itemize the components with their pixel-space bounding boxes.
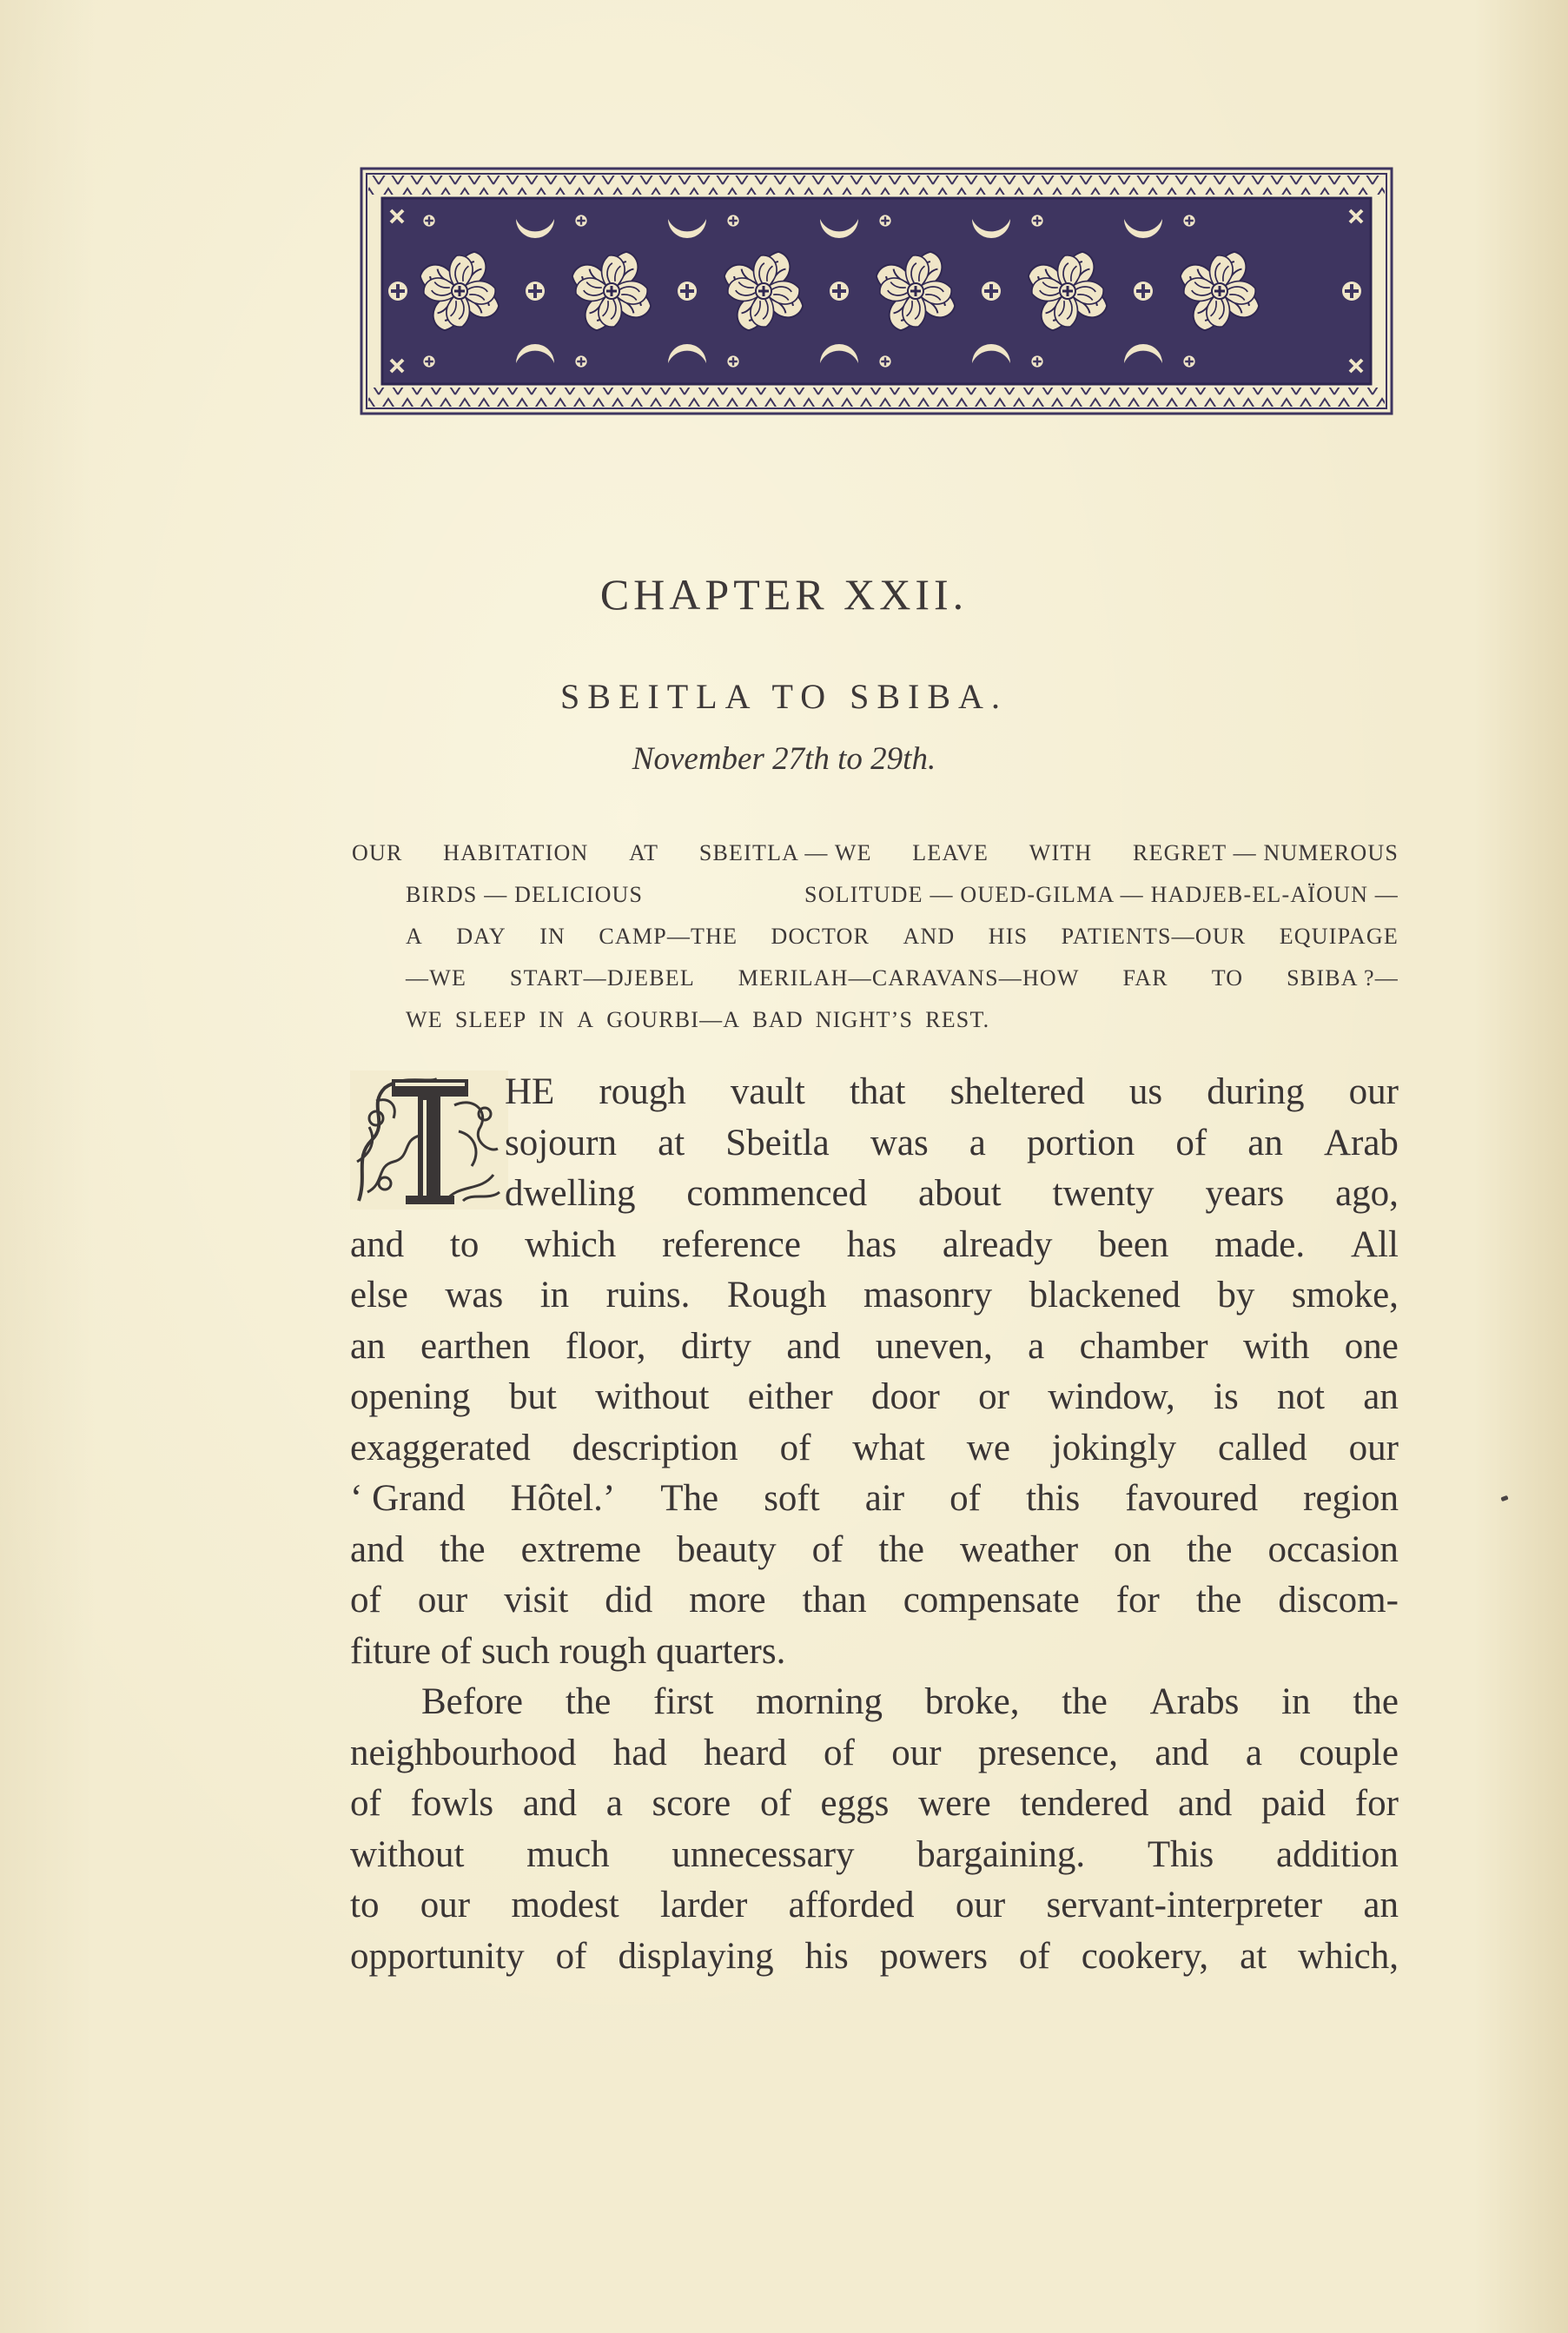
text-word: broke, <box>924 1681 1020 1722</box>
synopsis-word: HABITATION <box>443 840 589 865</box>
text-word: made. <box>1214 1223 1306 1265</box>
text-word: the <box>440 1528 486 1570</box>
text-word: beauty <box>677 1528 777 1570</box>
text-word: tendered <box>1020 1783 1149 1824</box>
text-word: reference <box>662 1223 801 1265</box>
text-line <box>350 1220 1399 1271</box>
synopsis-word: IN <box>539 1007 566 1032</box>
text-word: All <box>1350 1223 1399 1265</box>
text-word: This <box>1147 1833 1214 1875</box>
text-line <box>350 1627 1399 1678</box>
text-word: at <box>1240 1935 1267 1977</box>
text-word: bargaining. <box>916 1833 1086 1875</box>
text-word: were <box>918 1783 991 1824</box>
text-word: an <box>350 1325 386 1367</box>
text-word: Arab <box>1323 1122 1399 1163</box>
text-word: weather <box>959 1528 1079 1570</box>
text-word: a <box>1245 1732 1262 1773</box>
text-word: the <box>1062 1681 1108 1722</box>
synopsis-word: LEAVE <box>912 840 989 865</box>
text-word: occasion <box>1267 1528 1399 1570</box>
synopsis-word: —WE <box>406 965 467 991</box>
text-word: either <box>747 1376 833 1417</box>
text-word: this <box>1026 1478 1081 1519</box>
text-word: our <box>1348 1071 1399 1112</box>
synopsis-word: SBEITLA — WE <box>698 840 872 865</box>
text-line <box>350 1728 1399 1780</box>
text-word: discom- <box>1278 1580 1399 1621</box>
text-word: ago, <box>1335 1173 1399 1214</box>
synopsis-word: IN <box>539 924 566 949</box>
text-word: and <box>522 1783 577 1824</box>
synopsis-word: DOCTOR <box>771 924 870 949</box>
text-word: an <box>1363 1376 1399 1417</box>
text-word: our <box>1348 1427 1399 1468</box>
text-word: visit <box>504 1580 569 1621</box>
text-word: vault <box>730 1071 805 1112</box>
synopsis-line <box>352 832 1399 874</box>
text-word: and <box>350 1528 405 1570</box>
synopsis-word: AT <box>629 840 659 865</box>
text-word: we <box>966 1427 1010 1468</box>
text-line <box>350 1677 1399 1728</box>
text-word: and <box>350 1223 405 1265</box>
text-word: what <box>852 1427 925 1468</box>
synopsis-word: SBIBA ?— <box>1287 965 1399 991</box>
synopsis-word: REGRET — NUMEROUS <box>1133 840 1399 865</box>
synopsis-word: CAMP—THE <box>599 924 738 949</box>
text-word: of <box>350 1783 381 1824</box>
text-word: our <box>891 1732 942 1773</box>
text-word: an <box>1363 1885 1399 1925</box>
text-word: powers <box>879 1935 988 1977</box>
text-word: smoke, <box>1291 1275 1399 1316</box>
text-line <box>350 1880 1399 1932</box>
text-word: ruins. <box>605 1275 691 1316</box>
text-word: description <box>572 1427 738 1468</box>
chapter-dates: November 27th to 29th. <box>632 741 936 777</box>
text-word: quarters. <box>656 1630 786 1672</box>
text-word: presence, <box>977 1732 1119 1773</box>
text-word: in <box>1281 1681 1311 1722</box>
synopsis-word: A <box>406 924 423 949</box>
text-word: rough <box>559 1630 647 1672</box>
synopsis-word: BIRDS — DELICIOUS <box>406 882 644 907</box>
text-word: without <box>350 1833 465 1875</box>
text-word: couple <box>1299 1732 1399 1773</box>
text-word: fiture <box>350 1630 432 1672</box>
text-word: of <box>824 1732 855 1773</box>
synopsis-word: SLEEP <box>454 1007 527 1032</box>
synopsis-word: TO <box>1211 965 1244 991</box>
text-word: opening <box>350 1376 471 1417</box>
text-word: was <box>445 1275 504 1316</box>
text-word: our <box>417 1580 468 1621</box>
text-word: by <box>1217 1275 1255 1316</box>
text-line <box>350 1270 1399 1322</box>
synopsis-word: START—DJEBEL <box>509 965 695 991</box>
chapter-title: SBEITLA TO SBIBA. <box>560 677 1008 716</box>
text-word: region <box>1303 1478 1399 1519</box>
text-word: such <box>480 1630 550 1672</box>
synopsis-line <box>352 916 1399 958</box>
text-word: of <box>440 1630 472 1672</box>
chapter-number: CHAPTER XXII. <box>599 570 969 619</box>
text-word: Hôtel.’ <box>510 1478 616 1519</box>
text-word: which <box>525 1223 617 1265</box>
synopsis-word: WE <box>406 1007 443 1032</box>
text-word: has <box>846 1223 897 1265</box>
text-word: which, <box>1298 1935 1399 1977</box>
synopsis-word: NIGHT’S <box>815 1007 914 1032</box>
synopsis-word: GOURBI—A <box>606 1007 741 1032</box>
text-word: jokingly <box>1051 1427 1177 1468</box>
text-word: Before <box>421 1681 523 1722</box>
text-word: called <box>1218 1427 1307 1468</box>
text-word: the <box>1186 1528 1233 1570</box>
text-word: rough <box>599 1071 686 1112</box>
text-word: an <box>1247 1122 1283 1163</box>
synopsis-word: PATIENTS—OUR <box>1061 924 1247 949</box>
text-word: morning <box>756 1681 883 1722</box>
text-word: floor, <box>565 1325 646 1367</box>
text-word: but <box>508 1376 557 1417</box>
text-line <box>350 1169 1399 1220</box>
text-word: had <box>612 1732 667 1773</box>
text-word: chamber <box>1079 1325 1208 1367</box>
text-word: sheltered <box>949 1071 1085 1112</box>
text-line <box>350 1779 1399 1830</box>
synopsis-word: SOLITUDE — OUED-GILMA — HADJEB-EL-AÏOUN — <box>804 882 1399 907</box>
text-line <box>350 1830 1399 1881</box>
text-word: to <box>350 1885 380 1925</box>
text-word: at <box>658 1122 685 1163</box>
text-word: or <box>978 1376 1009 1417</box>
text-word: in <box>539 1275 570 1316</box>
synopsis-word: BAD <box>752 1007 804 1032</box>
synopsis-line <box>352 999 1399 1041</box>
synopsis-word: DAY <box>456 924 506 949</box>
text-word: window, <box>1048 1376 1175 1417</box>
text-word: already <box>942 1223 1053 1265</box>
text-word: commenced <box>686 1173 868 1214</box>
text-word: our <box>420 1885 471 1925</box>
text-line <box>350 1372 1399 1423</box>
synopsis-word: A <box>577 1007 595 1032</box>
text-word: uneven, <box>875 1325 993 1367</box>
synopsis-word: EQUIPAGE <box>1279 924 1399 949</box>
synopsis-word: AND <box>903 924 956 949</box>
text-word: our <box>955 1885 1006 1925</box>
text-word: for <box>1115 1580 1160 1621</box>
text-word: of <box>1018 1935 1050 1977</box>
ornamental-headpiece-icon <box>360 167 1393 415</box>
text-word: the <box>878 1528 924 1570</box>
text-word: and <box>786 1325 841 1367</box>
text-line <box>350 1474 1399 1525</box>
text-word: larder <box>660 1885 748 1925</box>
text-line <box>350 1525 1399 1576</box>
text-word: of <box>949 1478 981 1519</box>
text-word: displaying <box>618 1935 774 1977</box>
text-word: of <box>350 1580 381 1621</box>
text-word: exaggerated <box>350 1427 531 1468</box>
text-word: paid <box>1260 1783 1327 1824</box>
text-word: the <box>565 1681 612 1722</box>
text-word: afforded <box>788 1885 915 1925</box>
text-word: HE <box>505 1071 555 1112</box>
text-word: of <box>555 1935 587 1977</box>
text-word: modest <box>511 1885 619 1925</box>
text-word: and <box>1154 1732 1209 1773</box>
text-line <box>350 1575 1399 1627</box>
text-word: sojourn <box>505 1122 617 1163</box>
text-word: of <box>759 1783 791 1824</box>
text-line <box>350 1118 1399 1170</box>
text-word: the <box>1195 1580 1242 1621</box>
text-word: heard <box>704 1732 787 1773</box>
synopsis-word: OUR <box>352 840 403 865</box>
text-word: a <box>605 1783 623 1824</box>
text-word: years <box>1205 1173 1285 1214</box>
text-line <box>350 1322 1399 1373</box>
text-word: earthen <box>420 1325 531 1367</box>
text-line <box>350 1423 1399 1475</box>
text-word: air <box>864 1478 905 1519</box>
text-word: twenty <box>1052 1173 1154 1214</box>
text-word: of <box>779 1427 811 1468</box>
text-word: one <box>1344 1325 1399 1367</box>
synopsis-line <box>352 874 1399 916</box>
text-word: soft <box>764 1478 820 1519</box>
text-word: score <box>652 1783 731 1824</box>
text-word: first <box>653 1681 714 1722</box>
text-word: dwelling <box>505 1173 636 1214</box>
text-word: was <box>870 1122 929 1163</box>
text-word: Sbeitla <box>725 1122 830 1163</box>
text-word: portion <box>1027 1122 1135 1163</box>
text-word: cookery, <box>1081 1935 1209 1977</box>
text-word: a <box>1028 1325 1045 1367</box>
text-word: without <box>595 1376 710 1417</box>
text-word: unnecessary <box>672 1833 855 1875</box>
text-word: eggs <box>820 1783 890 1824</box>
text-word: a <box>969 1122 986 1163</box>
text-word: favoured <box>1125 1478 1259 1519</box>
text-word: The <box>660 1478 719 1519</box>
text-word: opportunity <box>350 1935 525 1977</box>
margin-mark <box>1500 1495 1508 1501</box>
text-word: with <box>1242 1325 1310 1367</box>
text-word: for <box>1354 1783 1399 1824</box>
text-word: else <box>350 1275 408 1316</box>
chapter-synopsis <box>352 832 1399 1041</box>
text-word: that <box>849 1071 906 1112</box>
synopsis-line <box>352 958 1399 999</box>
synopsis-word: WITH <box>1029 840 1093 865</box>
text-word: been <box>1098 1223 1169 1265</box>
text-word: compensate <box>903 1580 1080 1621</box>
text-word: Arabs <box>1149 1681 1240 1722</box>
text-word: is <box>1214 1376 1239 1417</box>
text-word: to <box>449 1223 480 1265</box>
text-word: about <box>918 1173 1002 1214</box>
text-word: his <box>804 1935 849 1977</box>
text-word: not <box>1277 1376 1325 1417</box>
text-line <box>350 1932 1399 1983</box>
text-word: addition <box>1276 1833 1399 1875</box>
synopsis-word: HIS <box>988 924 1029 949</box>
text-word: blackened <box>1029 1275 1181 1316</box>
text-word: the <box>1353 1681 1399 1722</box>
text-word: on <box>1113 1528 1151 1570</box>
synopsis-word: FAR <box>1122 965 1168 991</box>
text-word: did <box>605 1580 653 1621</box>
text-word: and <box>1178 1783 1233 1824</box>
text-word: masonry <box>863 1275 993 1316</box>
text-word: Rough <box>726 1275 827 1316</box>
text-word: of <box>1175 1122 1207 1163</box>
synopsis-word: MERILAH—CARAVANS—HOW <box>738 965 1080 991</box>
text-word: door <box>870 1376 940 1417</box>
synopsis-word: REST. <box>925 1007 990 1032</box>
text-word: of <box>811 1528 844 1570</box>
text-line <box>350 1067 1399 1118</box>
text-word: than <box>802 1580 867 1621</box>
text-word: servant-interpreter <box>1046 1885 1323 1925</box>
text-word: dirty <box>680 1325 752 1367</box>
text-word: us <box>1128 1071 1163 1112</box>
text-word: neighbourhood <box>350 1732 577 1773</box>
text-word: much <box>526 1833 610 1875</box>
body-text <box>350 1067 1399 1982</box>
text-word: during <box>1207 1071 1305 1112</box>
text-word: extreme <box>520 1528 642 1570</box>
text-word: ‘ Grand <box>350 1478 466 1519</box>
text-word: more <box>689 1580 766 1621</box>
text-word: fowls <box>410 1783 494 1824</box>
